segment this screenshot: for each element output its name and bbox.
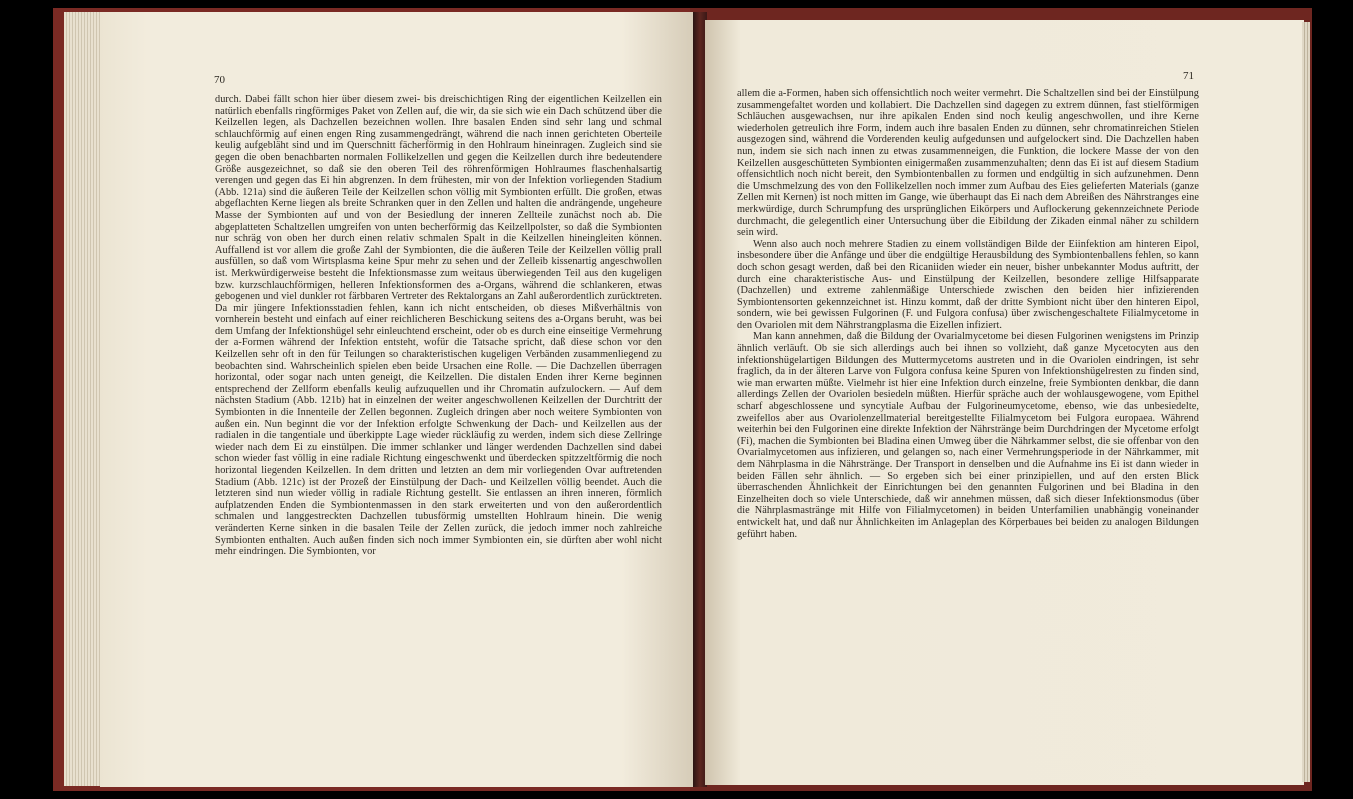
right-page	[705, 20, 1304, 785]
right-paragraph-2: Wenn also auch noch mehrere Stadien zu einem vollständigen Bilde der Eiinfektion am hinteren Eipol, insbesondere über die Anfänge und über die endgültige Herausbildung des Symbiontenballens fehlen, so kann doch schon gesagt werden, daß bei den Ricaniiden wieder ein neuer, bisher unbekannter Modus auftritt, der durch eine charakteristische Aus- und Einstülpung der Keilzellen, besondere zellige Hilfsapparate (Dachzellen) und extreme zahlenmäßige Unterschiede zwischen den beiden hier infizierenden Symbiontensorten gekennzeichnet ist. Hinzu kommt, daß der dritte Symbiont nicht über den hinteren Eipol, sondern, wie bei gewissen Fulgorinen (F. und Fulgora confusa) über zwischengeschaltete Filialmycetome in den Ovariolen mit dem Nährstrangplasma die Eizellen infiziert.	[737, 238, 1199, 331]
right-paragraph-1: allem die a-Formen, haben sich offensichtlich noch weiter vermehrt. Die Schaltzellen sind bei der Einstülpung zusammengefaltet worden und kollabiert. Die Dachzellen sind dagegen zu extrem dünnen, fast stielförmigen Schläuchen ausgewachsen, nur ihre apikalen Enden sind noch keulig angeschwollen, und ihre Kerne wiederholen getreulich ihre Form, indem auch ihre basalen Enden zu dünnen, sehr chromatinreichen Stielen ausgezogen sind, während die Vorderenden keulig aufgedunsen und aufgelockert sind. Die Dachzellen haben nun, indem sie sich nach innen zu etwas zusammenneigen, die Funktion, die lockere Masse der von den Keilzellen ausgeschütteten Symbionten einigermaßen zusammenzuhalten; denn das Ei ist auf diesem Stadium offensichtlich noch nicht bereit, den Symbiontenballen zu formen und endgültig in sich aufzunehmen. Denn die Umschmelzung des von den Follikelzellen noch immer zum Aufbau des Eies gelieferten Materials (ganze Zellen mit Kernen) ist noch mitten im Gange, wie überhaupt das Ei nach dem Abreißen des Nährstranges eine merkwürdige, durch Schrumpfung des ursprünglichen Eikörpers und Auflockerung gekennzeichnete Periode durchmacht, die gelegentlich einer Untersuchung über die Eibildung der Zikaden einmal näher zu schildern sein wird.	[737, 88, 1199, 239]
page-edges-right	[1302, 22, 1310, 782]
left-page-number: 70	[214, 74, 225, 86]
page-edges-left	[64, 12, 104, 786]
left-page-text	[215, 94, 662, 558]
right-page-number: 71	[1183, 70, 1194, 82]
right-paragraph-3: Man kann annehmen, daß die Bildung der Ovarialmycetome bei diesen Fulgorinen wenigstens im Prinzip ähnlich verläuft. Ob sie sich allerdings auch bei ihnen so vollzieht, daß ganze Mycetocyten aus den infektionshügelartigen Bildungen des Muttermycetoms austreten und in die Ovariolen eindringen, ist sehr fraglich, da in der älteren Larve von Fulgora confusa keine Spuren von Infektionshügelresten zu finden sind, wie man erwarten müßte. Vielmehr ist hier eine Infektion durch einzelne, freie Symbionten denkbar, die dann allerdings Zellen der Ovariolen besiedeln müßten. Hierfür spräche auch der wohlausgewogene, vom Epithel scharf abgeschlossene und syncytiale Aufbau der Fulgorineumycetome, ebenso, wie das unbesiedelte, zweifellos aber aus Ovariolenzellmaterial bereitgestellte Filialmycetom bei Fulgora europaea. Während weiterhin bei den Fulgorinen eine direkte Infektion der Nährstränge beim Durchdringen der Mycetome erfolgt (Fi), machen die Symbionten bei Bladina einen Umweg über die Nährkammer selbst, die sie offenbar von den Ovarialmycetomen aus infizieren, und gelangen so, nach einer Vermehrungsperiode in der Nährkammer, mit dem Nährplasma in die Nährstränge. Der Transport in denselben und die Aufnahme ins Ei ist dann wieder in beiden Fällen sehr ähnlich. — So ergeben sich bei einer prinzipiellen, und auf den ersten Blick überraschenden Ähnlichkeit der Einrichtungen bei den genannten Fulgorinen und bei Bladina in den Einzelheiten doch so viele Unterschiede, daß wir annehmen müssen, daß sich dieser Infektionsmodus (über die Nährplasmastränge mit Hilfe von Filialmycetomen) in beiden Unterfamilien unabhängig voneinander entwickelt hat, und daß nur Ähnlichkeiten im Anlageplan des Körperbaues bei beiden zu analogen Bildungen geführt haben.	[737, 331, 1199, 540]
left-paragraph-1: durch. Dabei fällt schon hier über diesem zwei- bis dreischichtigen Ring der eigentlichen Keilzellen ein natürlich ebenfalls ringförmiges Paket von Zellen auf, die wir, da sie sich wie ein Dach schützend über die Keilzellen legen, als Dachzellen bezeichnen wollen. Ihre basalen Enden sind sehr lang und schmal schlauchförmig auf einen engen Ring zusammengedrängt, während die nach innen gerichteten Oberteile keulig aufgebläht sind und im Querschnitt fächerförmig in den Hohlraum hineinragen. Zugleich sind sie gegen die oben benachbarten normalen Follikelzellen und gegen die Keilzellen durch ihre bedeutendere Größe ausgezeichnet, so daß sie den oberen Teil des röhrenförmigen Hohlraumes flaschenhalsartig verengen und gegen das Ei hin abgrenzen. In dem frühesten, mir von der Infektion vorliegenden Stadium (Abb. 121a) sind die äußeren Teile der Keilzellen schon völlig mit Symbionten erfüllt. Die großen, etwas abgeflachten Kerne liegen als breite Schranken quer in den Zellen und halten die andrängende, ungeheure Masse der Symbionten auf und von der Besiedlung der inneren Zellteile zunächst noch ab. Die abgeplatteten Schaltzellen umgreifen von unten becherförmig das Keilzellpolster, so daß die Symbionten nur schräg von oben her durch einen relativ schmalen Spalt in die Keilzellen hineingleiten können. Auffallend ist vor allem die große Zahl der Symbionten, die die äußeren Teile der Keilzellen völlig prall ausfüllen, so daß vom Wirtsplasma keine Spur mehr zu sehen und der Zelleib kissenartig angeschwollen ist. Merkwürdigerweise besteht die Infektionsmasse zum weitaus überwiegenden Teil aus den kugeligen bzw. kurzschlauchförmigen, helleren Infektionsformen des a-Organs, während die schlankeren, etwas gebogenen und viel dunkler rot färbbaren Vertreter des Rektalorgans an Zahl außerordentlich zurücktreten. Da mir jüngere Infektionsstadien fehlen, kann ich nicht entscheiden, ob dieses Mißverhältnis von vornherein besteht und einfach auf einer reichlicheren Beschickung seitens des a-Organs beruht, was bei dem Umfang der Infektionshügel sehr einleuchtend erscheint, oder ob es durch eine einseitige Vermehrung der a-Formen während der Infektion entsteht, wofür die Tatsache spricht, daß diese schon vor den Keilzellen sehr oft in den für Teilungen so charakteristischen kugeligen Verbänden zusammenliegend zu beobachten sind. Wahrscheinlich spielen eben beide Ursachen eine Rolle. — Die Dachzellen überragen horizontal, oder sogar nach unten geneigt, die Keilzellen. Die distalen Enden ihrer Kerne beginnen entsprechend der Zellform ebenfalls keulig aufzuquellen und ihr Chromatin aufzulockern. — Auf dem nächsten Stadium (Abb. 121b) hat in einzelnen der weiter angeschwollenen Keilzellen der Durchtritt der Symbionten in die Innenteile der Zellen begonnen. Zugleich dringen aber noch weitere Symbionten von außen ein. Nun beginnt die vor der Infektion erfolgte Schwenkung der Dach- und Keilzellen aus der radialen in die tangentiale und überkippte Lage wieder rückläufig zu werden, indem sich diese Zellringe wieder nach dem Ei zu einstülpen. Die immer schlanker und länger werdenden Dachzellen sind dabei schon wieder fast völlig in eine radiale Richtung eingeschwenkt und überdecken spitzzeltförmig die noch horizontal liegenden Keilzellen. In dem dritten und letzten an dem mir vorliegenden Ovar auftretenden Stadium (Abb. 121c) ist der Prozeß der Einstülpung der Dach- und Keilzellen völlig beendet. Auch die letzteren sind nun wieder völlig in radiale Richtung gestellt. Sie entlassen an ihren inneren, förmlich aufplatzenden Enden die Symbiontenmassen in den stark erweiterten und von den außerordentlich schmalen und langgestreckten Dachzellen tubusförmig umstellten Hohlraum hinein. Die wenig veränderten Kerne sinken in die basalen Teile der Zellen zurück, die jedoch immer noch zahlreiche Symbionten enthalten. Auch außen finden sich noch immer Symbionten ein, sie dürften aber wohl nicht mehr eindringen. Die Symbionten, vor	[215, 94, 662, 558]
left-page	[100, 12, 693, 787]
right-page-text	[737, 88, 1199, 540]
